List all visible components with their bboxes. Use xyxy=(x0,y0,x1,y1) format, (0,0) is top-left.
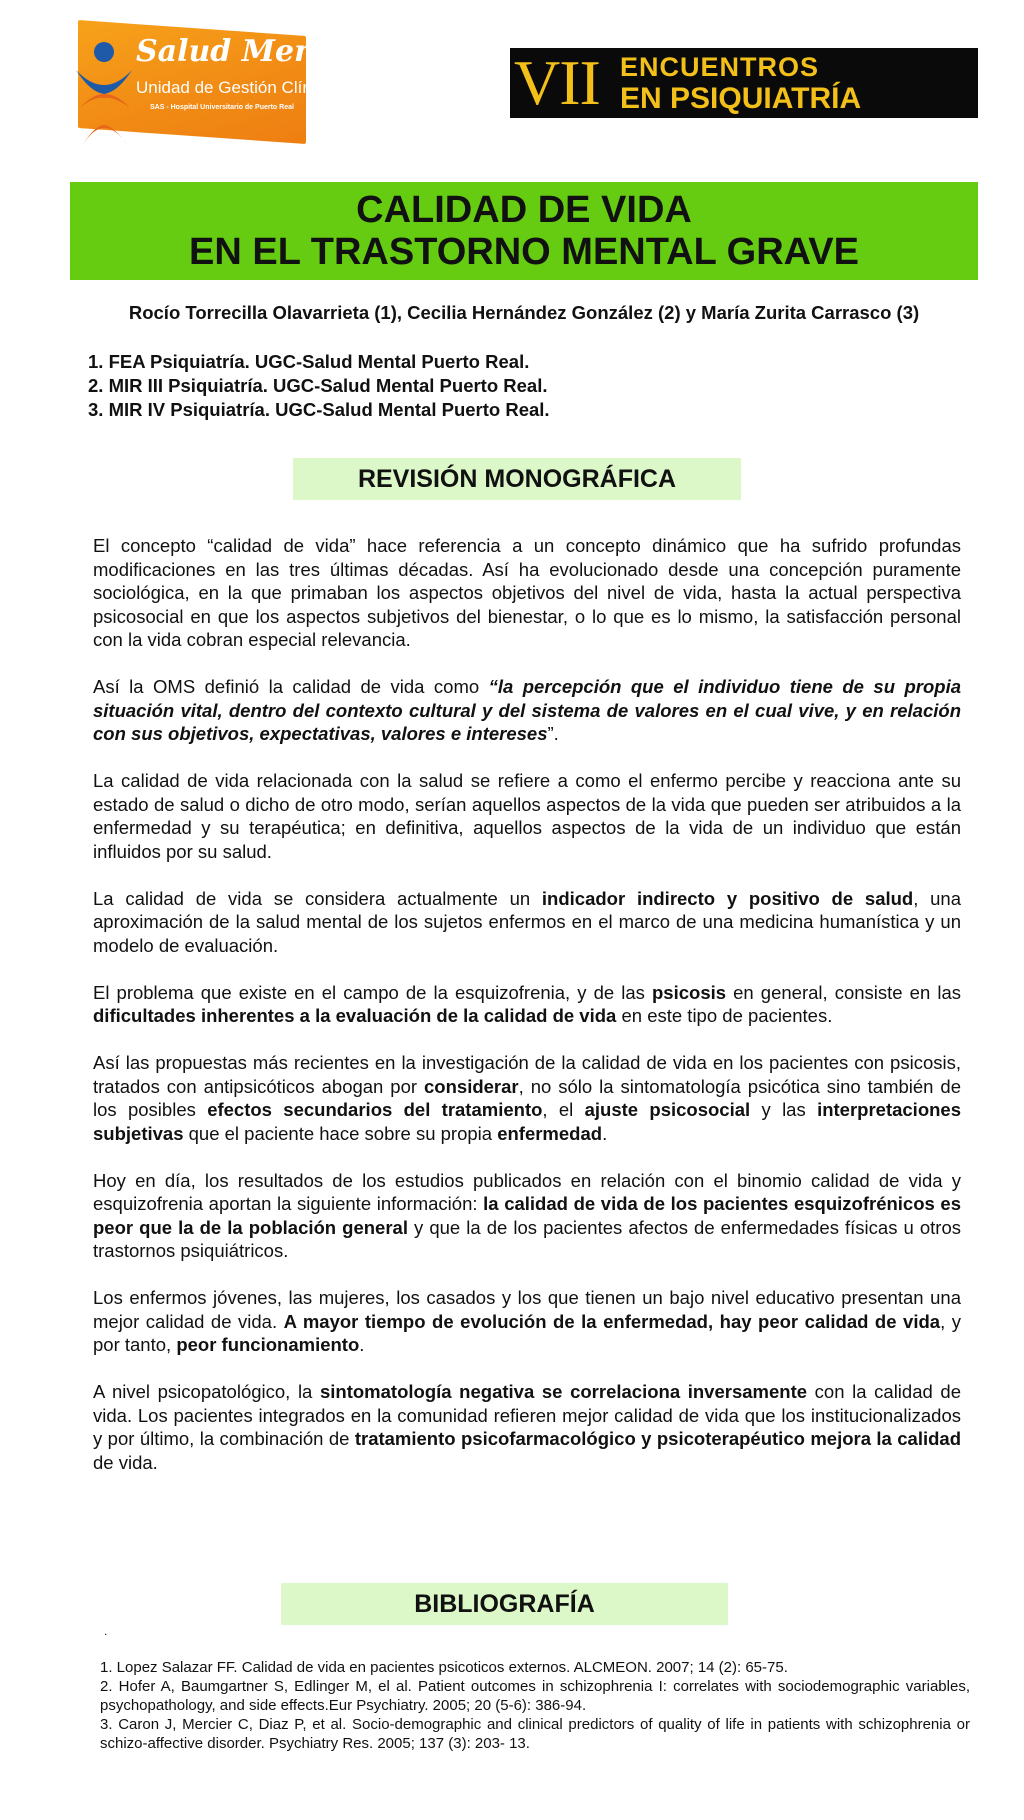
paragraph: Los enfermos jóvenes, las mujeres, los casados y los que tienen un bajo nivel educativo presentan una mejor calidad de vida. A mayor tiempo de evolución de la enfermedad, hay peor calidad de vida, y por tanto, peor funcionamiento. xyxy=(93,1287,961,1355)
human-figure-icon xyxy=(70,30,140,148)
paragraph: Así la OMS definió la calidad de vida como “la percepción que el individuo tiene de su propia situación vital, dentro del contexto cultural y del sistema de valores en el cual vive, y en relación con sus objetivos, expectativas, valores e intereses”. xyxy=(93,676,961,744)
logo-subtitle: Unidad de Gestión Clínica xyxy=(136,78,334,97)
salud-mental-logo xyxy=(70,22,361,150)
reference-item: 2. Hofer A, Baumgartner S, Edlinger M, el al. Patient outcomes in schizophrenia I: correlates with sociodemographic variables, psychopathology, and side effects.Eur Psychiatry. 2005; 20 (5-6): 386-94. xyxy=(100,1678,970,1714)
affiliation-item: 2. MIR III Psiquiatría. UGC-Salud Mental Puerto Real. xyxy=(88,375,548,396)
section-heading-review: REVISIÓN MONOGRÁFICA xyxy=(293,458,741,500)
reference-list xyxy=(100,1658,970,1753)
logo-title: Salud Mental xyxy=(136,34,361,69)
affiliation-item: 3. MIR IV Psiquiatría. UGC-Salud Mental Puerto Real. xyxy=(88,399,550,420)
section-heading-bibliography: BIBLIOGRAFÍA xyxy=(281,1583,728,1625)
encuentros-logo xyxy=(510,48,978,118)
review-body xyxy=(93,534,961,1498)
authors: Rocío Torrecilla Olavarrieta (1), Cecilia Hernández González (2) y María Zurita Carrasco (3) xyxy=(128,302,920,323)
logo-line-2: EN PSIQUIATRÍA xyxy=(620,82,862,115)
logo-line-1: ENCUENTROS xyxy=(620,52,820,82)
logo-small-text: SAS - Hospital Universitario de Puerto Real xyxy=(150,104,294,111)
stray-dot: . xyxy=(104,1624,108,1638)
page-title-line-1: CALIDAD DE VIDA xyxy=(356,189,692,231)
page-title-line-2: EN EL TRASTORNO MENTAL GRAVE xyxy=(189,231,859,273)
paragraph: La calidad de vida relacionada con la salud se refiere a como el enfermo percibe y reacciona ante su estado de salud o dicho de otro modo, serían aquellos aspectos de la vida que pueden ser atribuidos a la enfermedad y su terapéutica; en definitiva, aquellos aspectos de la vida de un individuo que están influidos por su salud. xyxy=(93,770,961,862)
paragraph: Así las propuestas más recientes en la investigación de la calidad de vida en los pacientes con psicosis, tratados con antipsicóticos abogan por considerar, no sólo la sintomatología psicótica sino también de los posibles efectos secundarios del tratamiento, el ajuste psicosocial y las interpretaciones subjetivas que el paciente hace sobre su propia enfermedad. xyxy=(93,1052,961,1144)
affiliations xyxy=(88,350,550,422)
paragraph: La calidad de vida se considera actualmente un indicador indirecto y positivo de salud, una aproximación de la salud mental de los sujetos enfermos en el marco de una medicina humanística y un modelo de evaluación. xyxy=(93,887,961,956)
reference-item: 3. Caron J, Mercier C, Diaz P, et al. Socio-demographic and clinical predictors of quality of life in patients with schizophrenia or schizo-affective disorder. Psychiatry Res. 2005; 137 (3): 203- 13. xyxy=(100,1716,970,1752)
logo-roman-numeral: VII xyxy=(514,47,600,118)
affiliation-item: 1. FEA Psiquiatría. UGC-Salud Mental Puerto Real. xyxy=(88,351,530,372)
paragraph: Hoy en día, los resultados de los estudios publicados en relación con el binomio calidad de vida y esquizofrenia aportan la siguiente información: la calidad de vida de los pacientes esquizofrénicos es peor que la de la población general y que la de los pacientes afectos de enfermedades físicas u otros trastornos psiquiátricos. xyxy=(93,1169,961,1261)
paragraph: A nivel psicopatológico, la sintomatología negativa se correlaciona inversamente con la calidad de vida. Los pacientes integrados en la comunidad refieren mejor calidad de vida que los institucionalizados y por último, la combinación de tratamiento psicofarmacológico y psicoterapéutico mejora la calidad de vida. xyxy=(93,1381,962,1473)
paragraph: El problema que existe en el campo de la esquizofrenia, y de las psicosis en general, consiste en las dificultades inherentes a la evaluación de la calidad de vida en este tipo de pacientes. xyxy=(93,981,961,1026)
title-banner xyxy=(70,182,978,280)
reference-item: 1. Lopez Salazar FF. Calidad de vida en pacientes psicoticos externos. ALCMEON. 2007; 14 (2): 65-75. xyxy=(100,1659,788,1676)
paragraph: El concepto “calidad de vida” hace referencia a un concepto dinámico que ha sufrido profundas modificaciones en las tres últimas décadas. Así ha evolucionado desde una concepción puramente sociológica, en la que primaban los aspectos objetivos del nivel de vida, hasta la actual perspectiva psicosocial en que los aspectos subjetivos del bienestar, o lo que es lo mismo, la satisfacción personal con la vida cobran especial relevancia. xyxy=(93,535,961,650)
